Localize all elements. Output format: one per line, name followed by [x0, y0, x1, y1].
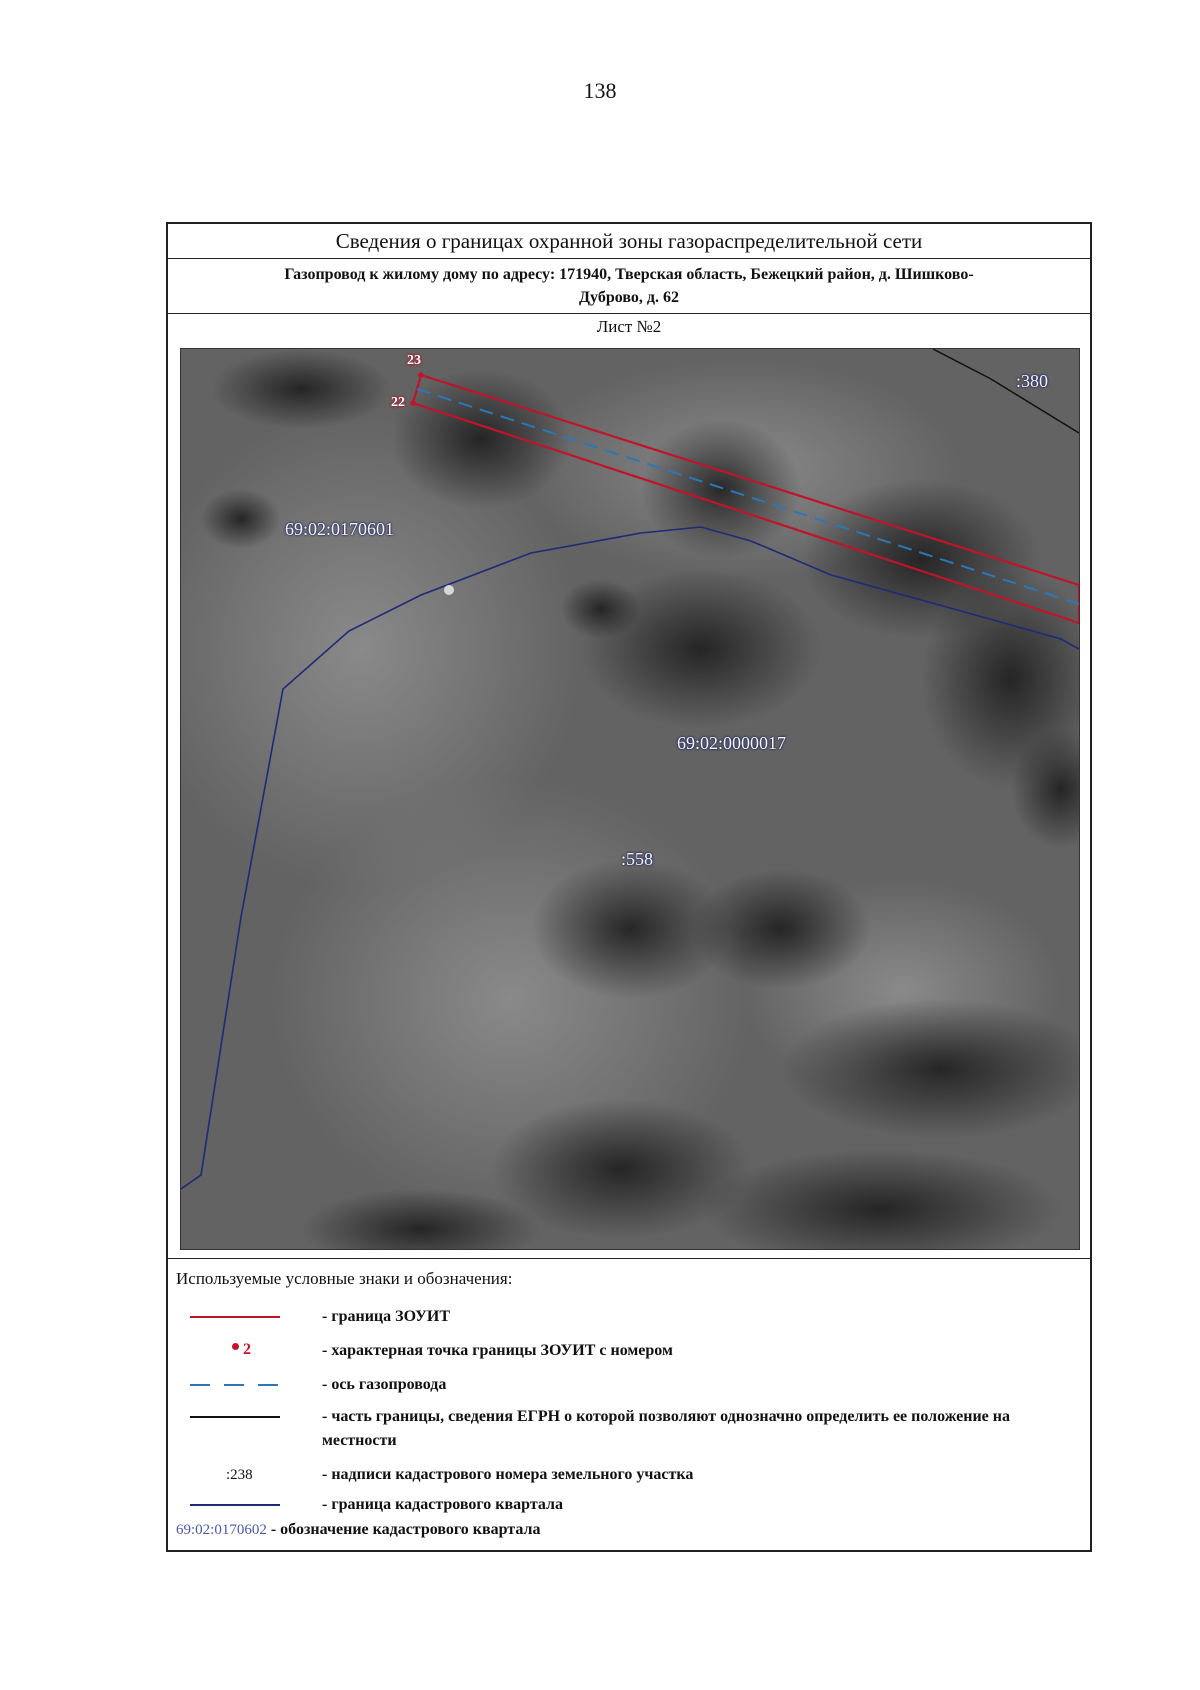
- legend-text-block-border: - граница кадастрового квартала: [322, 1496, 563, 1513]
- legend: [168, 1258, 1090, 1555]
- cadastral-label-380: :380: [1016, 371, 1049, 391]
- page-number: 138: [583, 78, 617, 103]
- legend-text-egrn-border: - часть границы, сведения ЕГРН о которой позволяют однозначно определить ее положение на местности: [322, 1408, 1010, 1449]
- zouit-point-label-22: 22: [391, 395, 405, 410]
- legend-symbol-red-point: [190, 1339, 286, 1363]
- terrain-bright-spot: [444, 585, 454, 595]
- legend-symbol-black-line: [190, 1405, 286, 1429]
- legend-text-zouit-point: - характерная точка границы ЗОУИТ с номером: [322, 1342, 673, 1359]
- sheet-subtitle: [168, 258, 1090, 314]
- legend-symbol-dashed-line: [190, 1373, 286, 1397]
- zouit-point-label-23: 23: [407, 353, 421, 368]
- block-label-0000017: 69:02:0000017: [677, 733, 787, 753]
- map-sheet-frame: [166, 222, 1092, 1552]
- sheet-number: Лист №2: [596, 317, 662, 336]
- zouit-point-22: [410, 400, 416, 406]
- map-canvas: [181, 349, 1079, 1249]
- legend-text-gas-axis: - ось газопровода: [322, 1376, 447, 1393]
- legend-text-zouit-border: - граница ЗОУИТ: [322, 1308, 450, 1325]
- legend-symbol-blue-line: [190, 1493, 286, 1517]
- legend-text-cadastral-label: - надписи кадастрового номера земельного участка: [322, 1466, 694, 1483]
- legend-text-block-label: - обозначение кадастрового квартала: [270, 1521, 541, 1538]
- subtitle-line-2: Дуброво, д. 62: [579, 289, 679, 306]
- legend-symbol-red-line: [190, 1305, 286, 1329]
- legend-block-sample: 69:02:0170602: [176, 1522, 267, 1538]
- subtitle-line-1: Газопровод к жилому дому по адресу: 171940, Тверская область, Бежецкий район, д. Шишково-: [284, 266, 974, 283]
- legend-title: Используемые условные знаки и обозначения:: [176, 1269, 513, 1288]
- satellite-map[interactable]: [180, 348, 1080, 1250]
- legend-row-block-label: [176, 1521, 540, 1539]
- legend-symbol-cadastral-number: [190, 1463, 286, 1487]
- legend-point-number: 2: [243, 1341, 251, 1358]
- zouit-point-23: [418, 372, 424, 378]
- sheet-title: Сведения о границах охранной зоны газораспределительной сети: [168, 224, 1090, 259]
- cadastral-label-558: :558: [621, 849, 654, 869]
- legend-cadastral-sample: :238: [226, 1467, 253, 1483]
- block-label-0170601: 69:02:0170601: [285, 519, 395, 539]
